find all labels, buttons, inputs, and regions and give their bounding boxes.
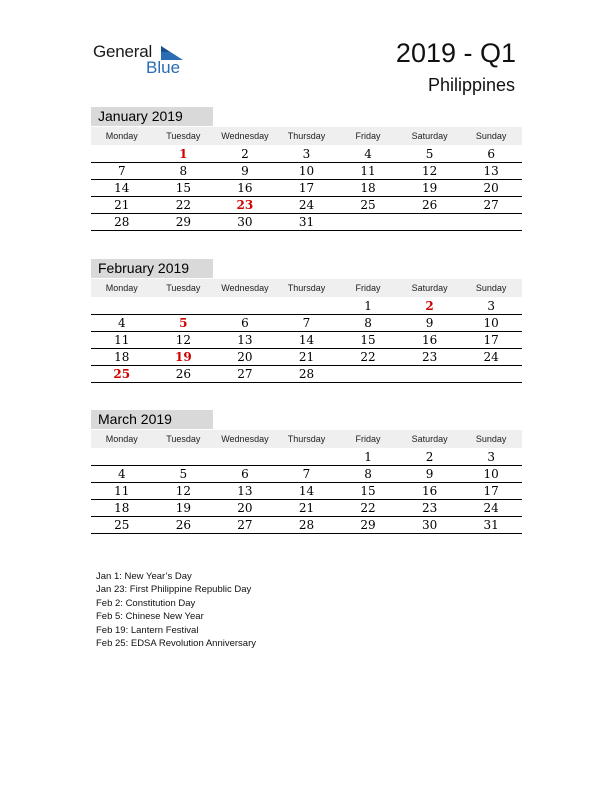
date-cell: 12 xyxy=(175,484,191,498)
date-cell: 23 xyxy=(421,350,438,364)
date-cell xyxy=(337,366,399,382)
date-cell xyxy=(153,298,215,314)
holiday-note: Feb 19: Lantern Festival xyxy=(96,624,199,636)
date-cell: 17 xyxy=(483,333,499,347)
date-cell: 2 xyxy=(425,450,434,464)
date-cell: 4 xyxy=(117,316,126,330)
holiday-date-cell: 19 xyxy=(174,350,192,364)
date-cell: 3 xyxy=(487,450,495,464)
date-cell: 31 xyxy=(483,518,499,532)
week-row xyxy=(91,517,522,534)
date-cell: 8 xyxy=(179,164,188,178)
weekday-label: Monday xyxy=(105,434,138,444)
holiday-note: Feb 2: Constitution Day xyxy=(96,597,196,609)
date-cell: 18 xyxy=(360,181,376,195)
date-cell: 21 xyxy=(298,350,315,364)
date-cell xyxy=(276,298,338,314)
weekday-label: Friday xyxy=(355,283,381,293)
date-cell: 29 xyxy=(175,215,191,229)
week-row xyxy=(91,466,522,483)
weekday-label: Wednesday xyxy=(221,131,269,141)
date-cell: 11 xyxy=(114,333,130,347)
week-row xyxy=(91,180,522,197)
holiday-note: Jan 1: New Year’s Day xyxy=(96,571,192,582)
week-row xyxy=(91,146,522,163)
date-cell: 1 xyxy=(364,450,372,464)
date-cell: 19 xyxy=(421,181,438,195)
date-cell: 24 xyxy=(483,501,499,515)
date-cell: 6 xyxy=(241,467,249,481)
date-cell: 5 xyxy=(425,147,434,161)
holiday-note: Feb 5: Chinese New Year xyxy=(96,611,204,623)
date-cell: 9 xyxy=(425,316,434,330)
date-cell: 9 xyxy=(241,164,249,178)
date-cell xyxy=(91,298,153,314)
date-cell: 21 xyxy=(298,501,315,515)
week-row xyxy=(91,349,522,366)
date-cell: 6 xyxy=(487,147,495,161)
weekday-label: Saturday xyxy=(411,434,448,444)
weekday-label: Monday xyxy=(105,283,138,293)
date-cell: 5 xyxy=(179,467,188,481)
weekday-label: Thursday xyxy=(287,131,326,141)
date-cell: 27 xyxy=(237,367,253,381)
date-cell: 9 xyxy=(425,467,434,481)
date-cell: 7 xyxy=(302,316,311,330)
weekday-label: Friday xyxy=(355,131,381,141)
date-cell: 20 xyxy=(237,350,253,364)
date-cell: 11 xyxy=(360,164,376,178)
date-cell: 12 xyxy=(421,164,438,178)
week-row xyxy=(91,214,522,231)
date-cell: 30 xyxy=(237,215,253,229)
date-cell: 2 xyxy=(241,147,249,161)
date-cell: 4 xyxy=(117,467,126,481)
date-cell: 17 xyxy=(298,181,315,195)
date-cell xyxy=(337,214,399,230)
holiday-date-cell: 2 xyxy=(425,299,434,313)
date-cell: 12 xyxy=(175,333,191,347)
page-title: 2019 - Q1 xyxy=(395,38,516,68)
logo-word-blue: Blue xyxy=(146,58,181,77)
date-cell: 10 xyxy=(483,467,499,481)
date-cell: 26 xyxy=(175,518,191,532)
logo-word-general: General xyxy=(93,42,153,61)
date-cell: 22 xyxy=(175,198,191,212)
date-cell: 7 xyxy=(302,467,311,481)
weekday-label: Saturday xyxy=(411,131,448,141)
date-cell: 28 xyxy=(298,367,315,381)
date-cell: 18 xyxy=(114,350,130,364)
date-cell: 23 xyxy=(421,501,438,515)
date-cell: 15 xyxy=(175,181,191,195)
week-row xyxy=(91,315,522,332)
date-cell xyxy=(460,214,522,230)
date-cell xyxy=(91,449,153,465)
date-cell xyxy=(214,449,276,465)
holiday-date-cell: 23 xyxy=(236,198,254,212)
brand-logo xyxy=(93,42,193,78)
date-cell: 16 xyxy=(421,333,438,347)
date-cell xyxy=(91,146,153,162)
week-rows xyxy=(91,146,522,231)
week-row xyxy=(91,449,522,466)
date-cell: 20 xyxy=(237,501,253,515)
date-cell: 13 xyxy=(237,484,253,498)
date-cell: 14 xyxy=(298,484,315,498)
weekday-label: Wednesday xyxy=(221,434,269,444)
weekday-label: Sunday xyxy=(475,283,507,293)
week-row xyxy=(91,500,522,517)
weekday-header xyxy=(91,430,522,448)
date-cell: 25 xyxy=(360,198,376,212)
date-cell: 16 xyxy=(421,484,438,498)
date-cell: 14 xyxy=(298,333,315,347)
date-cell: 24 xyxy=(298,198,315,212)
date-cell: 8 xyxy=(364,316,372,330)
date-cell: 26 xyxy=(175,367,191,381)
date-cell: 30 xyxy=(421,518,438,532)
date-cell: 28 xyxy=(298,518,315,532)
date-cell: 21 xyxy=(114,198,130,212)
date-cell: 11 xyxy=(114,484,130,498)
date-cell: 22 xyxy=(360,501,376,515)
date-cell: 6 xyxy=(241,316,249,330)
date-cell xyxy=(399,366,461,382)
holiday-date-cell: 1 xyxy=(179,147,188,161)
month-title: January 2019 xyxy=(91,107,213,126)
date-cell: 7 xyxy=(117,164,126,178)
weekday-header xyxy=(91,279,522,297)
weekday-header xyxy=(91,127,522,145)
date-cell: 13 xyxy=(237,333,253,347)
date-cell: 29 xyxy=(360,518,376,532)
week-rows xyxy=(91,298,522,383)
date-cell: 25 xyxy=(114,518,130,532)
weekday-label: Sunday xyxy=(475,434,507,444)
weekday-label: Monday xyxy=(105,131,138,141)
date-cell xyxy=(214,298,276,314)
weekday-label: Wednesday xyxy=(221,283,269,293)
week-rows xyxy=(91,449,522,534)
weekday-label: Saturday xyxy=(411,283,448,293)
weekday-label: Tuesday xyxy=(166,434,201,444)
weekday-label: Tuesday xyxy=(166,283,201,293)
date-cell xyxy=(153,449,215,465)
week-row xyxy=(91,197,522,214)
week-row xyxy=(91,483,522,500)
weekday-label: Tuesday xyxy=(166,131,201,141)
holiday-date-cell: 25 xyxy=(113,367,131,381)
week-row xyxy=(91,366,522,383)
date-cell: 14 xyxy=(114,181,130,195)
date-cell: 20 xyxy=(483,181,499,195)
date-cell: 10 xyxy=(298,164,315,178)
date-cell: 3 xyxy=(487,299,495,313)
date-cell: 15 xyxy=(360,333,376,347)
date-cell: 15 xyxy=(360,484,376,498)
weekday-label: Sunday xyxy=(475,131,507,141)
weekday-label: Thursday xyxy=(287,283,326,293)
date-cell: 13 xyxy=(483,164,499,178)
date-cell: 16 xyxy=(237,181,253,195)
date-cell: 10 xyxy=(483,316,499,330)
date-cell: 3 xyxy=(302,147,311,161)
date-cell xyxy=(276,449,338,465)
weekday-label: Thursday xyxy=(287,434,326,444)
date-cell: 31 xyxy=(298,215,315,229)
holiday-date-cell: 5 xyxy=(179,316,188,330)
date-cell: 26 xyxy=(421,198,438,212)
weekday-label: Friday xyxy=(355,434,381,444)
week-row xyxy=(91,332,522,349)
date-cell: 24 xyxy=(483,350,499,364)
date-cell: 22 xyxy=(360,350,376,364)
date-cell: 17 xyxy=(483,484,499,498)
date-cell: 1 xyxy=(364,299,372,313)
month-title: February 2019 xyxy=(91,259,213,278)
date-cell: 19 xyxy=(175,501,191,515)
date-cell xyxy=(460,366,522,382)
country-name: Philippines xyxy=(427,75,515,95)
date-cell: 4 xyxy=(364,147,372,161)
date-cell: 18 xyxy=(114,501,130,515)
week-row xyxy=(91,163,522,180)
date-cell: 27 xyxy=(483,198,499,212)
date-cell: 28 xyxy=(114,215,130,229)
holiday-note: Feb 25: EDSA Revolution Anniversary xyxy=(96,638,257,650)
week-row xyxy=(91,298,522,315)
holiday-notes xyxy=(96,570,256,650)
date-cell xyxy=(399,214,461,230)
month-title: March 2019 xyxy=(91,410,213,429)
date-cell: 27 xyxy=(237,518,253,532)
holiday-note: Jan 23: First Philippine Republic Day xyxy=(96,584,252,596)
date-cell: 8 xyxy=(364,467,372,481)
